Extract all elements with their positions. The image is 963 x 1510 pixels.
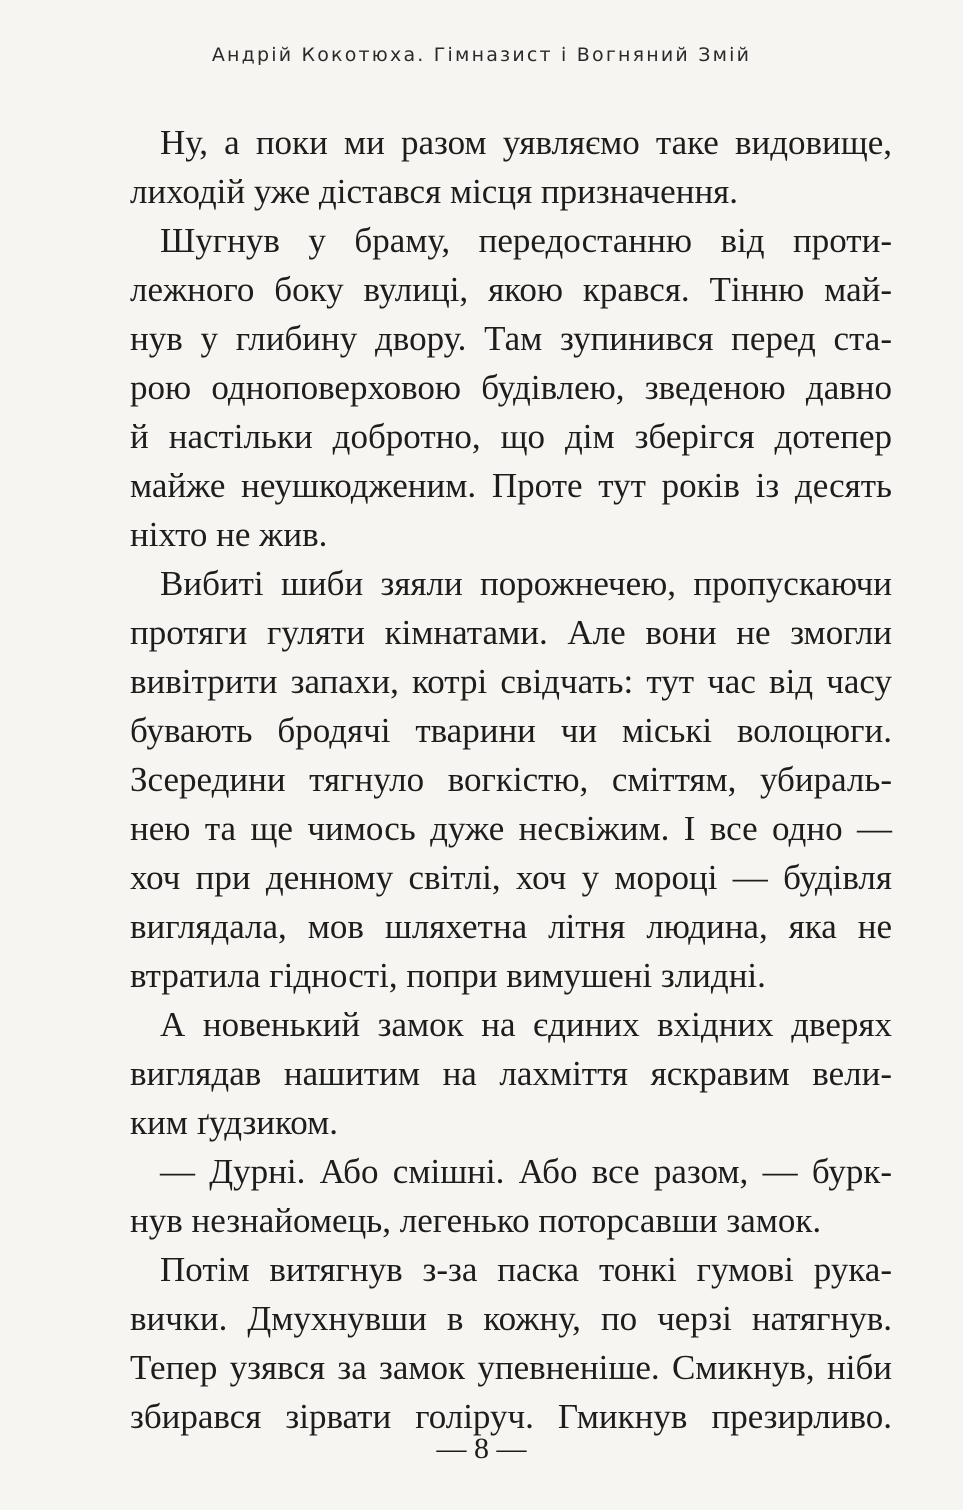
text-line: хоч при денному світлі, хоч у мороці — будівля: [130, 858, 892, 897]
text-line: Зсередини тягнуло вогкістю, сміттям, убираль-: [130, 760, 892, 799]
text-line: лиходій уже дістався місця призначення.: [130, 172, 739, 211]
text-line: нею та ще чимось дуже несвіжим. І все одно —: [130, 809, 892, 848]
text-line: Потім витягнув з-за паска тонкі гумові рука-: [160, 1250, 892, 1289]
text-line: А новенький замок на єдиних вхідних дверях: [160, 1005, 892, 1044]
text-line: рою одноповерховою будівлею, зведеною давно: [130, 368, 892, 407]
text-line: протяги гуляти кімнатами. Але вони не змогли: [130, 613, 892, 652]
body-text: [130, 118, 892, 1441]
text-line: вички. Дмухнувши в кожну, по черзі натягнув.: [130, 1299, 892, 1338]
text-line: збирався зірвати голіруч. Гмикнув презирливо.: [130, 1397, 892, 1436]
text-line: лежного боку вулиці, якою крався. Тінню май-: [130, 270, 892, 309]
text-line: нув незнайомець, легенько поторсавши замок.: [130, 1201, 822, 1240]
text-line: Тепер узявся за замок упевненіше. Смикнув, ніби: [130, 1348, 892, 1387]
text-line: Вибиті шиби зяяли порожнечею, пропускаючи: [160, 564, 892, 603]
text-line: вивітрити запахи, котрі свідчать: тут час від часу: [130, 662, 892, 701]
text-line: Ну, а поки ми разом уявляємо таке видовище,: [160, 123, 892, 162]
text-line: й настільки добротно, що дім зберігся дотепер: [130, 417, 892, 456]
text-line: ким ґудзиком.: [130, 1103, 338, 1142]
text-line: ніхто не жив.: [130, 515, 328, 554]
text-line: майже неушкодженим. Проте тут років із десять: [130, 466, 892, 505]
text-line: — Дурні. Або смішні. Або все разом, — бурк-: [160, 1152, 892, 1191]
text-line: бувають бродячі тварини чи міські волоцюги.: [130, 711, 892, 750]
text-line: нув у глибину двору. Там зупинився перед ста-: [130, 319, 892, 358]
text-line: Шугнув у браму, передостанню від проти-: [160, 221, 892, 260]
text-line: виглядав нашитим на лахміття яскравим вели-: [130, 1054, 892, 1093]
page-number: — 8 —: [436, 1432, 527, 1465]
text-line: втратила гідності, попри вимушені злидні.: [130, 956, 766, 995]
running-header-title: Андрій Кокотюха. Гімназист і Вогняний Змій: [211, 44, 752, 66]
text-line: виглядала, мов шляхетна літня людина, яка не: [130, 907, 892, 946]
